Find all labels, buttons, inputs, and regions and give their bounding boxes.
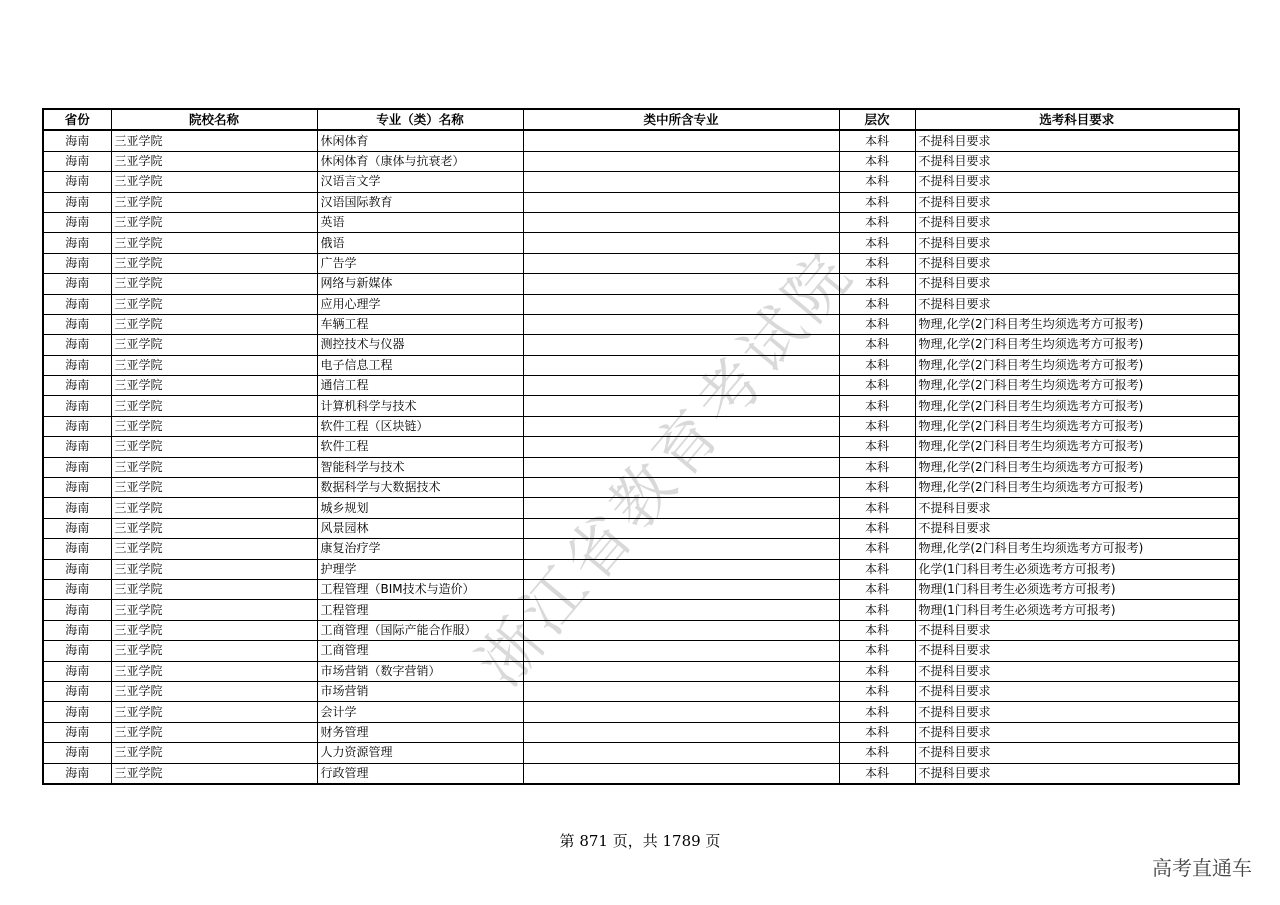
cell-school: 三亚学院: [111, 212, 317, 232]
cell-major: 通信工程: [317, 376, 523, 396]
cell-province: 海南: [43, 681, 111, 701]
header-subject-requirement: 选考科目要求: [915, 109, 1239, 130]
cell-major: 工程管理（BIM技术与造价）: [317, 579, 523, 599]
cell-level: 本科: [839, 355, 915, 375]
cell-included-majors: [523, 600, 839, 620]
cell-province: 海南: [43, 376, 111, 396]
cell-included-majors: [523, 335, 839, 355]
table-row: [43, 498, 1239, 518]
table-row: [43, 661, 1239, 681]
cell-major: 会计学: [317, 702, 523, 722]
cell-subject-requirement: 不提科目要求: [915, 661, 1239, 681]
cell-subject-requirement: 物理,化学(2门科目考生均须选考方可报考): [915, 457, 1239, 477]
cell-school: 三亚学院: [111, 416, 317, 436]
cell-included-majors: [523, 559, 839, 579]
brand-logo-text: 高考直通车: [1152, 856, 1252, 880]
cell-school: 三亚学院: [111, 151, 317, 171]
cell-school: 三亚学院: [111, 478, 317, 498]
cell-included-majors: [523, 355, 839, 375]
cell-province: 海南: [43, 579, 111, 599]
cell-included-majors: [523, 763, 839, 784]
cell-major: 城乡规划: [317, 498, 523, 518]
cell-province: 海南: [43, 355, 111, 375]
header-level: 层次: [839, 109, 915, 130]
cell-province: 海南: [43, 763, 111, 784]
cell-level: 本科: [839, 294, 915, 314]
table-row: [43, 579, 1239, 599]
cell-school: 三亚学院: [111, 130, 317, 151]
cell-level: 本科: [839, 559, 915, 579]
cell-included-majors: [523, 151, 839, 171]
cell-subject-requirement: 不提科目要求: [915, 620, 1239, 640]
cell-school: 三亚学院: [111, 661, 317, 681]
cell-included-majors: [523, 579, 839, 599]
cell-level: 本科: [839, 314, 915, 334]
cell-school: 三亚学院: [111, 681, 317, 701]
cell-level: 本科: [839, 212, 915, 232]
table-row: [43, 416, 1239, 436]
cell-province: 海南: [43, 212, 111, 232]
cell-school: 三亚学院: [111, 192, 317, 212]
cell-province: 海南: [43, 559, 111, 579]
table-row: [43, 620, 1239, 640]
cell-included-majors: [523, 437, 839, 457]
table-body: [43, 130, 1239, 784]
cell-included-majors: [523, 457, 839, 477]
cell-school: 三亚学院: [111, 702, 317, 722]
cell-school: 三亚学院: [111, 335, 317, 355]
cell-school: 三亚学院: [111, 172, 317, 192]
cell-included-majors: [523, 478, 839, 498]
cell-major: 广告学: [317, 253, 523, 273]
table-row: [43, 518, 1239, 538]
table-row: [43, 233, 1239, 253]
cell-level: 本科: [839, 661, 915, 681]
cell-province: 海南: [43, 192, 111, 212]
cell-level: 本科: [839, 253, 915, 273]
cell-province: 海南: [43, 641, 111, 661]
cell-included-majors: [523, 253, 839, 273]
cell-level: 本科: [839, 376, 915, 396]
cell-major: 智能科学与技术: [317, 457, 523, 477]
cell-school: 三亚学院: [111, 457, 317, 477]
cell-major: 车辆工程: [317, 314, 523, 334]
cell-province: 海南: [43, 130, 111, 151]
subject-requirements-table: [42, 108, 1240, 785]
cell-level: 本科: [839, 437, 915, 457]
cell-subject-requirement: 物理,化学(2门科目考生均须选考方可报考): [915, 539, 1239, 559]
cell-school: 三亚学院: [111, 437, 317, 457]
cell-level: 本科: [839, 702, 915, 722]
cell-major: 应用心理学: [317, 294, 523, 314]
cell-subject-requirement: 不提科目要求: [915, 498, 1239, 518]
cell-subject-requirement: 不提科目要求: [915, 172, 1239, 192]
cell-major: 休闲体育: [317, 130, 523, 151]
cell-major: 网络与新媒体: [317, 274, 523, 294]
cell-province: 海南: [43, 722, 111, 742]
cell-major: 汉语言文学: [317, 172, 523, 192]
cell-school: 三亚学院: [111, 253, 317, 273]
cell-included-majors: [523, 518, 839, 538]
cell-province: 海南: [43, 396, 111, 416]
cell-major: 护理学: [317, 559, 523, 579]
cell-school: 三亚学院: [111, 274, 317, 294]
cell-major: 测控技术与仪器: [317, 335, 523, 355]
cell-level: 本科: [839, 396, 915, 416]
cell-school: 三亚学院: [111, 314, 317, 334]
cell-level: 本科: [839, 233, 915, 253]
cell-major: 英语: [317, 212, 523, 232]
cell-school: 三亚学院: [111, 743, 317, 763]
cell-province: 海南: [43, 539, 111, 559]
cell-province: 海南: [43, 478, 111, 498]
cell-included-majors: [523, 722, 839, 742]
cell-subject-requirement: 不提科目要求: [915, 212, 1239, 232]
cell-included-majors: [523, 539, 839, 559]
cell-school: 三亚学院: [111, 620, 317, 640]
cell-level: 本科: [839, 192, 915, 212]
cell-major: 数据科学与大数据技术: [317, 478, 523, 498]
cell-included-majors: [523, 620, 839, 640]
header-included-majors: 类中所含专业: [523, 109, 839, 130]
cell-level: 本科: [839, 172, 915, 192]
table-row: [43, 559, 1239, 579]
table-row: [43, 437, 1239, 457]
cell-level: 本科: [839, 274, 915, 294]
table-row: [43, 396, 1239, 416]
cell-level: 本科: [839, 620, 915, 640]
cell-province: 海南: [43, 151, 111, 171]
cell-major: 软件工程（区块链）: [317, 416, 523, 436]
cell-subject-requirement: 物理,化学(2门科目考生均须选考方可报考): [915, 396, 1239, 416]
table-row: [43, 681, 1239, 701]
cell-school: 三亚学院: [111, 498, 317, 518]
cell-subject-requirement: 物理,化学(2门科目考生均须选考方可报考): [915, 416, 1239, 436]
cell-major: 市场营销: [317, 681, 523, 701]
cell-subject-requirement: 物理,化学(2门科目考生均须选考方可报考): [915, 314, 1239, 334]
cell-included-majors: [523, 641, 839, 661]
cell-major: 市场营销（数字营销）: [317, 661, 523, 681]
cell-included-majors: [523, 294, 839, 314]
cell-level: 本科: [839, 763, 915, 784]
cell-subject-requirement: 不提科目要求: [915, 274, 1239, 294]
cell-level: 本科: [839, 539, 915, 559]
cell-major: 行政管理: [317, 763, 523, 784]
table-row: [43, 314, 1239, 334]
cell-major: 计算机科学与技术: [317, 396, 523, 416]
cell-level: 本科: [839, 518, 915, 538]
table-row: [43, 539, 1239, 559]
cell-subject-requirement: 不提科目要求: [915, 130, 1239, 151]
cell-included-majors: [523, 212, 839, 232]
cell-included-majors: [523, 661, 839, 681]
cell-included-majors: [523, 498, 839, 518]
cell-level: 本科: [839, 416, 915, 436]
table-row: [43, 702, 1239, 722]
cell-school: 三亚学院: [111, 518, 317, 538]
cell-province: 海南: [43, 233, 111, 253]
table-row: [43, 130, 1239, 151]
table-header-row: [43, 109, 1239, 130]
cell-included-majors: [523, 396, 839, 416]
cell-level: 本科: [839, 335, 915, 355]
cell-included-majors: [523, 743, 839, 763]
cell-school: 三亚学院: [111, 396, 317, 416]
cell-subject-requirement: 不提科目要求: [915, 763, 1239, 784]
cell-province: 海南: [43, 498, 111, 518]
cell-subject-requirement: 物理,化学(2门科目考生均须选考方可报考): [915, 335, 1239, 355]
header-province: 省份: [43, 109, 111, 130]
cell-province: 海南: [43, 274, 111, 294]
table-row: [43, 457, 1239, 477]
table-row: [43, 335, 1239, 355]
cell-major: 康复治疗学: [317, 539, 523, 559]
cell-subject-requirement: 物理(1门科目考生必须选考方可报考): [915, 600, 1239, 620]
table-row: [43, 722, 1239, 742]
cell-level: 本科: [839, 681, 915, 701]
cell-province: 海南: [43, 702, 111, 722]
cell-major: 风景园林: [317, 518, 523, 538]
cell-level: 本科: [839, 722, 915, 742]
table-row: [43, 151, 1239, 171]
cell-school: 三亚学院: [111, 722, 317, 742]
cell-major: 软件工程: [317, 437, 523, 457]
cell-province: 海南: [43, 457, 111, 477]
cell-school: 三亚学院: [111, 294, 317, 314]
cell-subject-requirement: 不提科目要求: [915, 641, 1239, 661]
table-row: [43, 641, 1239, 661]
cell-included-majors: [523, 314, 839, 334]
watermark-text: 浙江省教育考试院: [463, 235, 869, 700]
cell-province: 海南: [43, 335, 111, 355]
cell-school: 三亚学院: [111, 376, 317, 396]
cell-school: 三亚学院: [111, 641, 317, 661]
table-row: [43, 376, 1239, 396]
cell-province: 海南: [43, 314, 111, 334]
cell-subject-requirement: 物理,化学(2门科目考生均须选考方可报考): [915, 355, 1239, 375]
cell-included-majors: [523, 192, 839, 212]
cell-subject-requirement: 不提科目要求: [915, 253, 1239, 273]
cell-province: 海南: [43, 661, 111, 681]
cell-major: 俄语: [317, 233, 523, 253]
cell-level: 本科: [839, 641, 915, 661]
cell-school: 三亚学院: [111, 233, 317, 253]
cell-province: 海南: [43, 416, 111, 436]
cell-school: 三亚学院: [111, 539, 317, 559]
table-row: [43, 212, 1239, 232]
cell-level: 本科: [839, 478, 915, 498]
cell-level: 本科: [839, 151, 915, 171]
table-row: [43, 294, 1239, 314]
cell-included-majors: [523, 702, 839, 722]
table-row: [43, 743, 1239, 763]
cell-province: 海南: [43, 600, 111, 620]
table-row: [43, 172, 1239, 192]
cell-school: 三亚学院: [111, 579, 317, 599]
cell-subject-requirement: 物理,化学(2门科目考生均须选考方可报考): [915, 437, 1239, 457]
cell-included-majors: [523, 233, 839, 253]
cell-included-majors: [523, 274, 839, 294]
header-school: 院校名称: [111, 109, 317, 130]
table-row: [43, 478, 1239, 498]
cell-major: 工商管理: [317, 641, 523, 661]
cell-major: 人力资源管理: [317, 743, 523, 763]
cell-province: 海南: [43, 518, 111, 538]
cell-level: 本科: [839, 743, 915, 763]
header-major: 专业（类）名称: [317, 109, 523, 130]
cell-subject-requirement: 不提科目要求: [915, 151, 1239, 171]
page-number: 第 871 页，共 1789 页: [559, 832, 721, 850]
cell-school: 三亚学院: [111, 763, 317, 784]
cell-province: 海南: [43, 743, 111, 763]
cell-major: 财务管理: [317, 722, 523, 742]
cell-subject-requirement: 物理,化学(2门科目考生均须选考方可报考): [915, 376, 1239, 396]
cell-province: 海南: [43, 620, 111, 640]
cell-included-majors: [523, 681, 839, 701]
cell-subject-requirement: 不提科目要求: [915, 192, 1239, 212]
cell-level: 本科: [839, 600, 915, 620]
table-row: [43, 763, 1239, 784]
cell-major: 休闲体育（康体与抗衰老）: [317, 151, 523, 171]
cell-major: 汉语国际教育: [317, 192, 523, 212]
cell-level: 本科: [839, 457, 915, 477]
table-row: [43, 274, 1239, 294]
cell-included-majors: [523, 172, 839, 192]
cell-included-majors: [523, 416, 839, 436]
cell-province: 海南: [43, 294, 111, 314]
cell-subject-requirement: 不提科目要求: [915, 518, 1239, 538]
table-row: [43, 600, 1239, 620]
cell-subject-requirement: 不提科目要求: [915, 702, 1239, 722]
cell-level: 本科: [839, 498, 915, 518]
cell-subject-requirement: 不提科目要求: [915, 743, 1239, 763]
table-row: [43, 253, 1239, 273]
cell-subject-requirement: 物理,化学(2门科目考生均须选考方可报考): [915, 478, 1239, 498]
cell-subject-requirement: 不提科目要求: [915, 294, 1239, 314]
cell-major: 工商管理（国际产能合作服）: [317, 620, 523, 640]
cell-level: 本科: [839, 579, 915, 599]
table-row: [43, 355, 1239, 375]
cell-school: 三亚学院: [111, 559, 317, 579]
cell-school: 三亚学院: [111, 355, 317, 375]
cell-major: 电子信息工程: [317, 355, 523, 375]
cell-subject-requirement: 不提科目要求: [915, 722, 1239, 742]
cell-major: 工程管理: [317, 600, 523, 620]
cell-province: 海南: [43, 437, 111, 457]
cell-included-majors: [523, 130, 839, 151]
cell-subject-requirement: 不提科目要求: [915, 681, 1239, 701]
cell-subject-requirement: 不提科目要求: [915, 233, 1239, 253]
cell-province: 海南: [43, 172, 111, 192]
table-row: [43, 192, 1239, 212]
cell-level: 本科: [839, 130, 915, 151]
cell-subject-requirement: 化学(1门科目考生必须选考方可报考): [915, 559, 1239, 579]
cell-school: 三亚学院: [111, 600, 317, 620]
cell-subject-requirement: 物理(1门科目考生必须选考方可报考): [915, 579, 1239, 599]
cell-province: 海南: [43, 253, 111, 273]
cell-included-majors: [523, 376, 839, 396]
